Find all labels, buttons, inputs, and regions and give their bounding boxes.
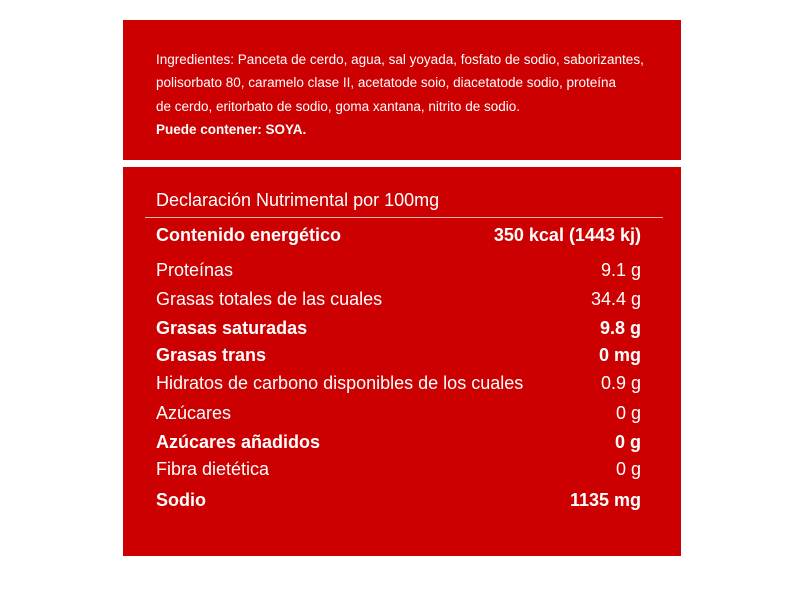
nutrition-row-energy (156, 224, 641, 246)
nutrition-row-value: 9.1 g (600, 260, 641, 280)
nutrition-row-label: Azúcares (156, 403, 232, 423)
nutrition-row-added-sugars (156, 431, 641, 453)
nutrition-row-protein (156, 259, 641, 281)
nutrition-row-label: Fibra dietética (156, 459, 270, 479)
nutrition-row-sodium (156, 489, 641, 511)
ingredients-panel (123, 20, 681, 160)
nutrition-row-label: Grasas totales de las cuales (156, 289, 383, 309)
nutrition-row-value: 350 kcal (1443 kj) (493, 225, 641, 245)
nutrition-row-value: 0.9 g (600, 373, 641, 393)
nutrition-row-fiber (156, 458, 641, 480)
nutrition-row-label: Azúcares añadidos (156, 432, 321, 452)
nutrition-title: Declaración Nutrimental por 100mg (156, 190, 440, 210)
nutrition-facts-panel (123, 167, 681, 556)
nutrition-row-label: Grasas trans (156, 345, 267, 365)
nutrition-row-label: Hidratos de carbono disponibles de los cuales (156, 373, 524, 393)
ingredients-line-1: Ingredientes: Panceta de cerdo, agua, sal yoyada, fosfato de sodio, saborizantes, (156, 52, 644, 67)
ingredients-line-3: de cerdo, eritorbato de sodio, goma xantana, nitrito de sodio. (156, 99, 520, 114)
nutrition-row-sugars (156, 402, 641, 424)
allergen-warning: Puede contener: SOYA. (156, 122, 307, 137)
nutrition-row-value: 0 g (615, 459, 641, 479)
nutrition-row-trans-fat (156, 344, 641, 366)
nutrition-row-saturated-fat (156, 317, 641, 339)
nutrition-row-value: 34.4 g (590, 289, 641, 309)
nutrition-row-total-fat (156, 288, 641, 310)
nutrition-row-carbohydrates (156, 372, 641, 394)
nutrition-divider (145, 217, 663, 218)
ingredients-line-2: polisorbato 80, caramelo clase II, acetatode soio, diacetatode sodio, proteína (156, 75, 617, 90)
nutrition-row-value: 0 g (615, 403, 641, 423)
nutrition-row-label: Sodio (156, 490, 206, 510)
nutrition-row-label: Contenido energético (156, 225, 342, 245)
nutrition-row-label: Grasas saturadas (156, 318, 308, 338)
nutrition-row-label: Proteínas (156, 260, 234, 280)
nutrition-row-value: 9.8 g (599, 318, 641, 338)
nutrition-row-value: 1135 mg (569, 490, 641, 510)
nutrition-row-value: 0 g (614, 432, 641, 452)
nutrition-row-value: 0 mg (598, 345, 641, 365)
